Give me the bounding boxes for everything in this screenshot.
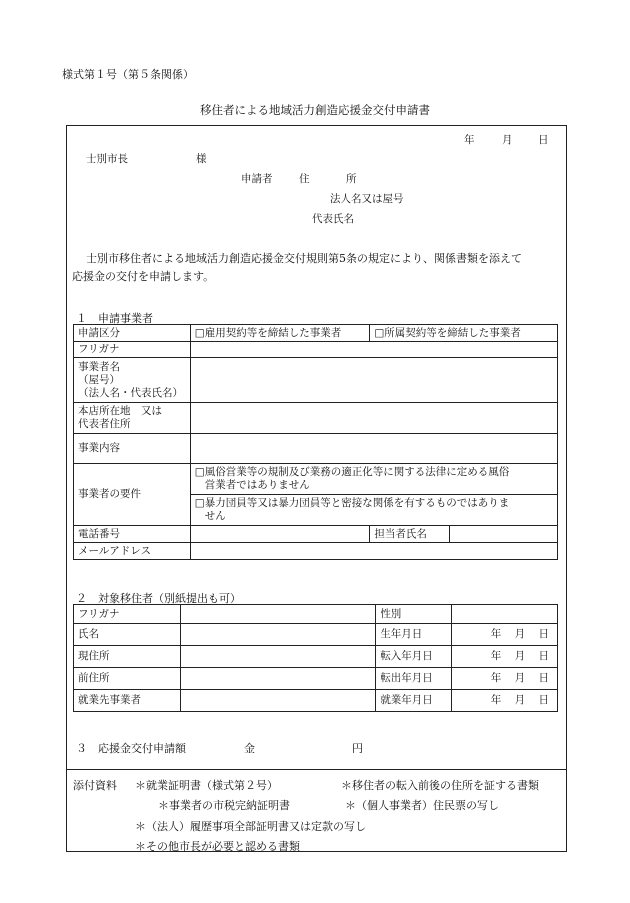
- gender-label: 性別: [376, 605, 452, 624]
- attachment-item-3: ＊事業者の市税完納証明書: [158, 799, 290, 812]
- move-out-date-label: 転出年月日: [376, 668, 452, 690]
- attachments-label: 添付資料: [73, 779, 117, 792]
- hq-line1: 本店所在地 又は: [78, 405, 162, 417]
- date-day-label: 日: [538, 134, 549, 146]
- year-unit: 年: [490, 628, 502, 640]
- req1-line2: 営業者ではありません: [204, 479, 310, 491]
- requirements-label: 事業者の要件: [74, 464, 191, 526]
- attachment-item-1: ＊就業証明書（様式第２号）: [135, 779, 278, 792]
- day-unit: 日: [538, 628, 549, 640]
- form-number-label: 様式第１号（第５条関係）: [62, 68, 194, 81]
- date-year-label: 年: [464, 134, 475, 146]
- corp-name-label: 法人名又は屋号: [330, 193, 404, 205]
- hq-address-field[interactable]: [190, 403, 557, 434]
- move-out-date-field[interactable]: [452, 668, 558, 690]
- representative-label: 代表氏名: [312, 213, 354, 225]
- month-unit: 月: [514, 650, 526, 662]
- migrant-name-field[interactable]: [180, 624, 376, 646]
- year-unit: 年: [490, 672, 502, 684]
- business-name-line3: （法人名・代表氏名）: [78, 386, 183, 399]
- attachment-item-2: ＊移住者の転入前後の住所を証する書類: [341, 779, 539, 792]
- section3-heading: ３ 応援金交付申請額: [76, 742, 186, 755]
- furigana-field[interactable]: [190, 342, 557, 358]
- day-unit: 日: [538, 672, 549, 684]
- day-unit: 日: [538, 650, 549, 662]
- contact-person-label: 担当者氏名: [370, 526, 450, 543]
- hq-line2: 代表者住所: [78, 418, 131, 430]
- migrant-furigana-label: フリガナ: [74, 605, 181, 624]
- business-name-label: [74, 358, 191, 403]
- migrant-table: [73, 604, 558, 712]
- employer-label: 就業先事業者: [74, 690, 181, 712]
- migrant-name-label: 氏名: [74, 624, 181, 646]
- employment-date-label: 就業年月日: [376, 690, 452, 712]
- move-in-date-label: 転入年月日: [376, 646, 452, 668]
- previous-address-label: 前住所: [74, 668, 181, 690]
- section2-heading: ２ 対象移住者（別紙提出も可）: [76, 592, 241, 605]
- attachment-item-5: ＊（法人）履歴事項全部証明書又は定款の写し: [135, 820, 366, 833]
- attachments-divider: [66, 769, 567, 770]
- migrant-furigana-field[interactable]: [180, 605, 376, 624]
- year-unit: 年: [490, 650, 502, 662]
- mayor-addressee: 士別市長: [86, 153, 128, 165]
- employment-date-field[interactable]: [452, 690, 558, 712]
- month-unit: 月: [514, 694, 526, 706]
- attachment-item-4: ＊（個人事業者）住民票の写し: [345, 799, 499, 812]
- requirement-1-checkbox[interactable]: [190, 464, 557, 495]
- furigana-label: フリガナ: [74, 342, 191, 358]
- previous-address-field[interactable]: [180, 668, 376, 690]
- gender-field[interactable]: [452, 605, 558, 624]
- applicant-label: 申請者: [241, 173, 273, 185]
- attachment-item-6: ＊その他市長が必要と認める書類: [135, 840, 300, 853]
- applicant-table: [73, 324, 558, 560]
- option-employment-checkbox[interactable]: □雇用契約等を締結した事業者: [190, 325, 370, 342]
- year-unit: 年: [490, 694, 502, 706]
- hq-address-label: [74, 403, 191, 434]
- business-name-line2: （屋号）: [78, 373, 120, 386]
- requirement-2-checkbox[interactable]: [190, 495, 557, 526]
- employer-field[interactable]: [180, 690, 376, 712]
- req1-line1: □風俗営業等の規制及び業務の適正化等に関する法律に定める風俗: [194, 466, 510, 478]
- month-unit: 月: [514, 672, 526, 684]
- document-title: 移住者による地域活力創造応援金交付申請書: [200, 103, 430, 117]
- amount-prefix: 金: [244, 742, 255, 755]
- business-name-line1: 事業者名: [78, 360, 120, 373]
- date-month-label: 月: [502, 134, 513, 146]
- current-address-field[interactable]: [180, 646, 376, 668]
- birth-date-field[interactable]: [452, 624, 558, 646]
- business-content-field[interactable]: [190, 434, 557, 464]
- email-field[interactable]: [190, 543, 557, 560]
- section1-heading: １ 申請事業者: [76, 312, 153, 325]
- body-text-line1: 士別市移住者による地域活力創造応援金交付規則第5条の規定により、関係書類を添えて: [86, 252, 522, 265]
- body-text-line2: 応援金の交付を申請します。: [72, 270, 215, 283]
- phone-field[interactable]: [190, 526, 370, 543]
- address-label-2: 所: [346, 173, 357, 185]
- req2-line1: □暴力団員等又は暴力団員等と密接な関係を有するものではありま: [194, 497, 510, 509]
- req2-line2: せん: [204, 510, 226, 522]
- application-type-label: 申請区分: [74, 325, 191, 342]
- day-unit: 日: [538, 694, 549, 706]
- address-label-1: 住: [299, 173, 310, 185]
- business-content-label: 事業内容: [74, 434, 191, 464]
- honorific: 様: [196, 153, 207, 165]
- business-name-field[interactable]: [190, 358, 557, 403]
- move-in-date-field[interactable]: [452, 646, 558, 668]
- birth-date-label: 生年月日: [376, 624, 452, 646]
- contact-person-field[interactable]: [450, 526, 558, 543]
- phone-label: 電話番号: [74, 526, 191, 543]
- month-unit: 月: [514, 628, 526, 640]
- amount-suffix: 円: [352, 742, 363, 755]
- option-affiliation-checkbox[interactable]: □所属契約等を締結した事業者: [370, 325, 558, 342]
- current-address-label: 現住所: [74, 646, 181, 668]
- email-label: メールアドレス: [74, 543, 191, 560]
